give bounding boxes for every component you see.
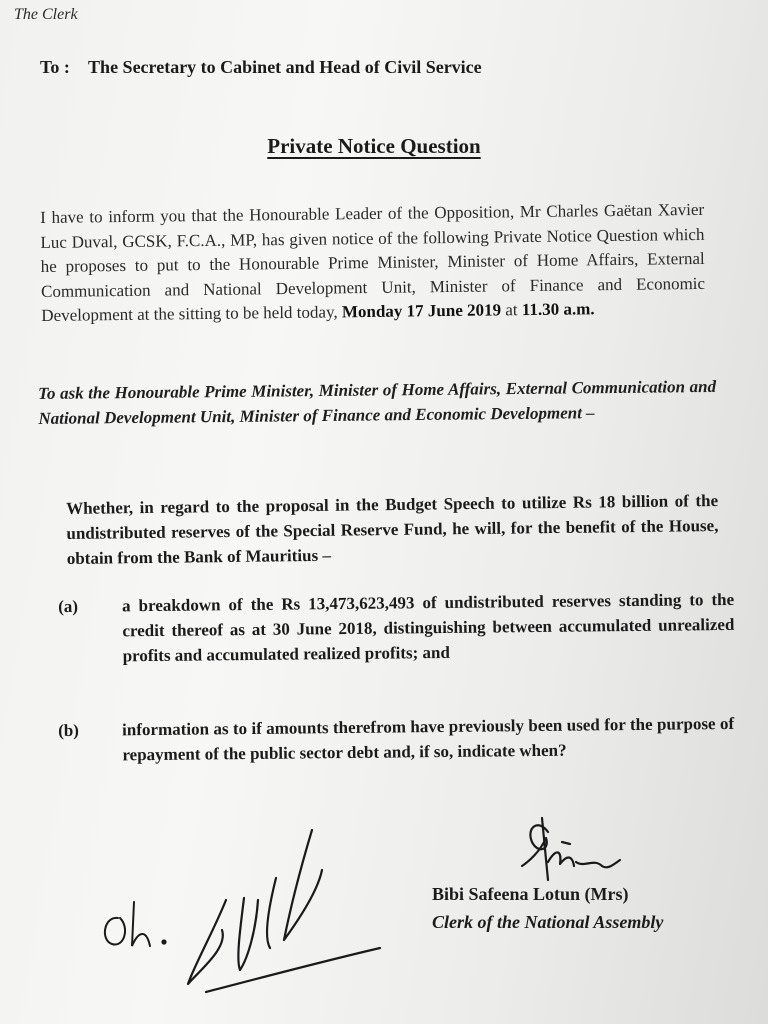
item-label: (b)	[58, 720, 80, 740]
signatory-role: Clerk of the National Assembly	[432, 912, 664, 932]
addressee-paragraph: To ask the Honourable Prime Minister, Minister of Home Affairs, External Communication and National Development Unit, Minister of Finance and Economic Development –	[38, 376, 717, 428]
recipient-name: The Secretary to Cabinet and Head of Civil Service	[88, 57, 482, 77]
item-text: a breakdown of the Rs 13,473,623,493 of undistributed reserves standing to the credit thereof as at 30 June 2018, distinguishing between accumulated unrealized profits and accumulated realized profits; and	[122, 589, 735, 666]
intro-at: at	[500, 300, 522, 320]
item-label: (a)	[58, 596, 79, 616]
question-paragraph: Whether, in regard to the proposal in the Budget Speech to utilize Rs 18 billion of the undistributed reserves of the Special Reserve Fund, he will, for the benefit of the House, obtain from the Bank of Mauritius –	[66, 491, 719, 568]
intro-text: I have to inform you that the Honourable Leader of the Opposition, Mr Charles Gaëtan Xavier Luc Duval, GCSK, F.C.A., MP, has given notice of the following Private Notice Question which he proposes to put to the Honourable Prime Minister, Minister of Home Affairs, External Communication and National Development Unit, Minister of Finance and Economic Development at the sitting to be held today,	[40, 199, 706, 326]
title-text: Private Notice Question	[267, 134, 481, 158]
sitting-date: Monday 17 June 2019	[341, 300, 502, 322]
handwritten-note	[105, 902, 166, 946]
manuscript-initials	[188, 830, 380, 992]
recipient-label: To :	[40, 57, 70, 77]
clerk-tag: The Clerk	[14, 6, 78, 23]
item-text: information as to if amounts therefrom have previously been used for the purpose of repayment of the public sector debt and, if so, indicate when?	[122, 713, 735, 765]
clerk-signature	[522, 818, 620, 880]
signatory-name: Bibi Safeena Lotun (Mrs)	[432, 884, 629, 904]
sitting-time: 11.30 a.m.	[521, 299, 595, 320]
